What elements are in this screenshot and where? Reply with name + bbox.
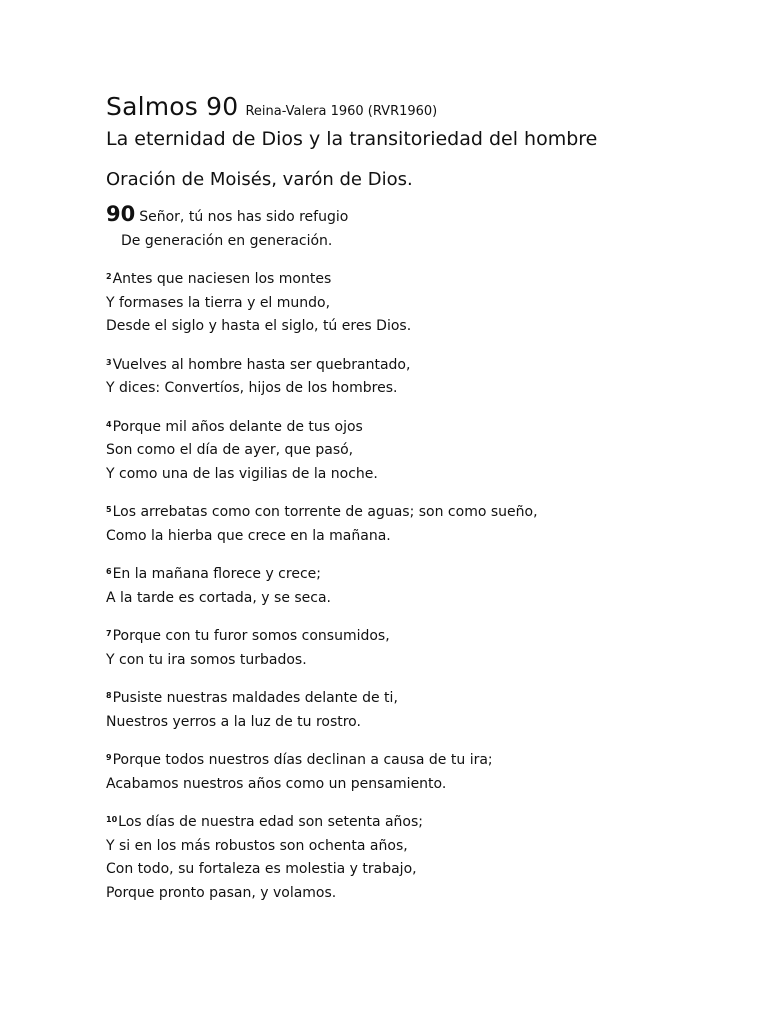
verse-line [106, 649, 746, 673]
verse-number: 5 [106, 505, 112, 514]
verse-line [106, 498, 746, 525]
verse-text: Vuelves al hombre hasta ser quebrantado, [112, 356, 411, 373]
verse-3 [106, 351, 746, 401]
verse-line [106, 882, 746, 906]
verse-10 [106, 808, 746, 905]
verse-list [106, 203, 746, 905]
verse-text: Y dices: Convertíos, hijos de los hombres. [106, 380, 398, 396]
verse-line [106, 622, 746, 649]
verse-line [106, 560, 746, 587]
verse-line [106, 858, 746, 882]
scripture-page [106, 88, 746, 905]
verse-line [106, 292, 746, 316]
verse-text: Pusiste nuestras maldades delante de ti, [112, 690, 398, 706]
verse-text: Porque todos nuestros días declinan a causa de tu ira; [112, 752, 493, 768]
verse-line [106, 315, 746, 339]
verse-line [106, 773, 746, 797]
verse-line [106, 746, 746, 773]
verse-text: Los días de nuestra edad son setenta años; [118, 814, 424, 830]
verse-line [106, 265, 746, 292]
psalm-superscription: Oración de Moisés, varón de Dios. [106, 169, 413, 190]
section-heading: La eternidad de Dios y la transitoriedad del hombre [106, 128, 598, 150]
version-label: Reina-Valera 1960 (RVR1960) [245, 104, 438, 119]
verse-text: Señor, tú nos has sido refugio [139, 209, 349, 225]
verse-text: Y como una de las vigilias de la noche. [106, 465, 378, 482]
verse-text: En la mañana florece y crece; [112, 566, 321, 582]
verse-4 [106, 413, 746, 487]
verse-text: Y si en los más robustos son ochenta años, [106, 837, 408, 854]
verse-line [106, 203, 746, 230]
verse-text: Como la hierba que crece en la mañana. [106, 527, 391, 544]
verse-number: 3 [106, 357, 112, 367]
verse-line [106, 808, 746, 835]
verse-text: Porque con tu furor somos consumidos, [112, 628, 390, 644]
verse-number: 8 [106, 691, 112, 700]
verse-number: 2 [106, 272, 112, 281]
verse-line [106, 439, 746, 463]
verse-line [106, 684, 746, 711]
verse-line [106, 413, 746, 440]
verse-text: Nuestros yerros a la luz de tu rostro. [106, 713, 361, 730]
verse-5 [106, 498, 746, 548]
verse-text: Y formases la tierra y el mundo, [106, 294, 331, 311]
verse-text: Y con tu ira somos turbados. [106, 651, 307, 668]
verse-text: Son como el día de ayer, que pasó, [106, 442, 354, 458]
title-line [106, 88, 746, 131]
verse-2 [106, 265, 746, 339]
verse-line [106, 587, 746, 611]
verse-text: Acabamos nuestros años como un pensamiento. [106, 775, 447, 792]
verse-line [106, 463, 746, 487]
chapter-number: 90 [106, 202, 136, 226]
verse-line [106, 351, 746, 378]
verse-number: 4 [106, 419, 112, 429]
verse-text: Los arrebatas como con torrente de aguas; son como sueño, [112, 504, 538, 520]
verse-number: 7 [106, 629, 112, 638]
verse-text: Con todo, su fortaleza es molestia y trabajo, [106, 861, 417, 877]
verse-text: De generación en generación. [121, 232, 333, 249]
verse-text: Antes que naciesen los montes [112, 271, 332, 287]
verse-number: 6 [106, 567, 112, 576]
verse-line [106, 711, 746, 735]
verse-line [106, 230, 746, 254]
verse-9 [106, 746, 746, 796]
verse-line [106, 835, 746, 859]
verse-text: Porque pronto pasan, y volamos. [106, 884, 337, 901]
verse-7 [106, 622, 746, 672]
verse-text: Desde el siglo y hasta el siglo, tú eres Dios. [106, 318, 412, 334]
book-title: Salmos 90 [106, 92, 239, 121]
verse-8 [106, 684, 746, 734]
verse-line [106, 377, 746, 401]
verse-1 [106, 203, 746, 253]
verse-6 [106, 560, 746, 610]
verse-number: 10 [106, 815, 118, 824]
verse-text: A la tarde es cortada, y se seca. [106, 589, 332, 606]
verse-text: Porque mil años delante de tus ojos [112, 418, 363, 435]
verse-number: 9 [106, 753, 112, 762]
verse-line [106, 525, 746, 549]
